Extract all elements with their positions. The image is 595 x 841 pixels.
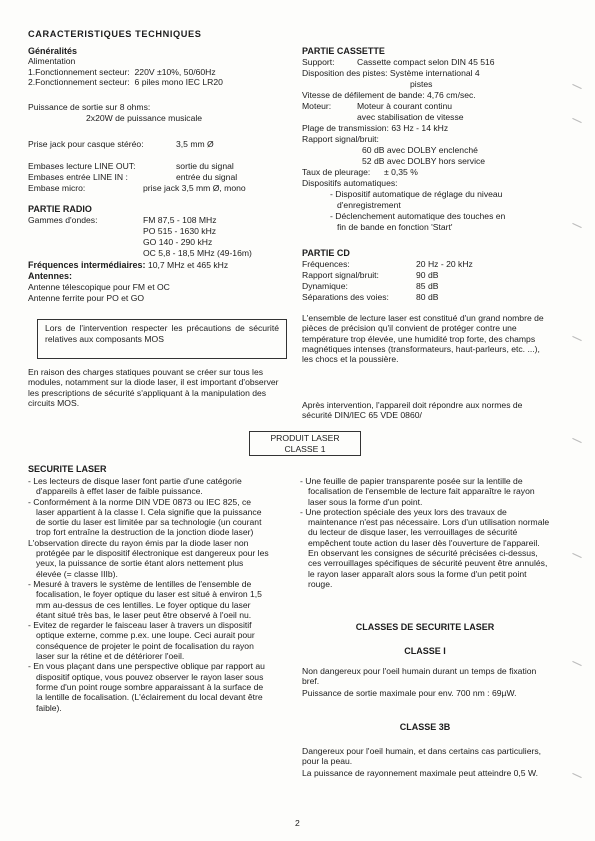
auto-1b: d'enregistrement (337, 200, 401, 210)
classe1-text-2: Puissance de sortie maximale pour env. 700 nm : 69µW. (302, 688, 517, 698)
left-column-top (28, 46, 290, 87)
radio-heading: PARTIE RADIO (28, 204, 92, 214)
securite-item-1: - Les lecteurs de disque laser font partie d'une catégorie d'appareils à effet laser de faible puissance. (28, 476, 242, 497)
securite-right-list (300, 476, 550, 589)
scan-mark (572, 336, 581, 341)
alim1-value: 220V ±10%, 50/60Hz (134, 66, 216, 77)
taux-value: ± 0,35 % (384, 167, 418, 177)
scan-mark (572, 773, 581, 778)
taux-label: Taux de pleurage: (302, 167, 371, 177)
prise-value: 3,5 mm Ø (176, 139, 214, 149)
securite-item-4: - Mesuré à travers le système de lentilles de l'ensemble de focalisation, le foyer optique du laser est situé à environ 1,5 mm au-dessus de ces lentilles. Le foyer optique du laser étant situé très bas, le laser peut être observé à l'oeil nu. (28, 578, 262, 620)
antenne-1: Antenne télescopique pour FM et OC (28, 282, 170, 292)
classe1-text-1: Non dangereux pour l'oeil humain durant un temps de fixation bref. (302, 666, 537, 687)
scan-mark (572, 661, 581, 666)
precaution-text: Lors de l'intervention respecter les précautions de sécurité relatives aux composants MOS (45, 323, 279, 344)
cd-value-0: 20 Hz - 20 kHz (416, 259, 473, 269)
scan-mark (572, 223, 581, 228)
cd-label-3: Séparations des voies: (302, 292, 389, 302)
alim2-label: 2.Fonctionnement secteur: (28, 76, 130, 87)
moteur-label: Moteur: (302, 101, 332, 111)
puissance-value: 2x20W de puissance musicale (86, 113, 203, 123)
generalites-heading: Généralités (28, 46, 78, 56)
precaution-box (37, 319, 287, 359)
gamme-oc: OC 5,8 - 18,5 MHz (49-16m) (143, 248, 252, 258)
moteur-value: Moteur à courant continu (357, 101, 453, 111)
dispo-row (302, 68, 480, 78)
gammes-label: Gammes d'ondes: (28, 215, 98, 225)
alimentation-label: Alimentation (28, 56, 76, 67)
cd-label-1: Rapport signal/bruit: (302, 270, 379, 280)
rapport-label: Rapport signal/bruit: (302, 134, 379, 144)
page-number: 2 (295, 818, 300, 828)
securite-item-2: - Conformément à la norme DIN VDE 0873 ou IEC 825, ce laser appartient à la classe I. Cela signifie que la puissance de sortie du laser est limitée par sa technologie (un courant trop fort entraîne la destruction de la jonction diode laser) (28, 496, 262, 538)
classe3-text-2: La puissance de rayonnement maximale peut atteindre 0,5 W. (302, 768, 538, 778)
alim2-row (28, 77, 290, 87)
cd-label-0: Fréquences: (302, 259, 350, 269)
gamme-po: PO 515 - 1630 kHz (143, 226, 217, 236)
securite-left-list (28, 476, 270, 713)
auto-2b: fin de bande en fonction 'Start' (337, 222, 453, 232)
alim1-label: 1.Fonctionnement secteur: (28, 66, 130, 77)
securite-heading: SECURITE LASER (28, 464, 107, 474)
scan-mark (572, 438, 581, 443)
dispo-label: Disposition des pistes: (302, 68, 388, 78)
auto-label: Dispositifs automatiques: (302, 178, 398, 188)
scan-mark (572, 84, 581, 89)
support-value: Cassette compact selon DIN 45 516 (357, 57, 495, 67)
moteur-value-2: avec stabilisation de vitesse (357, 112, 464, 122)
cd-apres: Après intervention, l'appareil doit répondre aux normes de sécurité DIN/IEC 65 VDE 0860/ (302, 400, 523, 421)
puissance-label: Puissance de sortie sur 8 ohms: (28, 102, 151, 112)
produit-laser-line2: CLASSE 1 (284, 443, 326, 454)
alim1-row (28, 67, 290, 77)
produit-laser-box (249, 431, 361, 456)
embase2-value: entrée du signal (176, 172, 238, 182)
dispo-value-2: pistes (410, 79, 433, 89)
securite-right-item-2: - Une protection spéciale des yeux lors des travaux de maintenance n'est pas nécessaire. Lors d'un utilisation normale du lecteur de disque laser, les verrouillages de sécurité empêchent toute action du laser dès l'ouverture de l'appareil. En observant les consignes de sécurité précisées ci-dessus, ces verrouillages spécifiques de sécurité peuvent être annulés, le rayon laser apparaît alors sous la forme d'un petit point rouge. (300, 506, 550, 589)
scan-mark (572, 118, 581, 123)
freq-value: 10,7 MHz et 465 kHz (147, 260, 229, 270)
securite-item-3: L'observation directe du rayon émis par la diode laser non protégée par le dispositif électronique est dangereux pour les yeux, la puissance de sortie étant alors nettement plus élevée (= classe IIIb). (28, 537, 269, 579)
cassette-heading: PARTIE CASSETTE (302, 46, 385, 56)
embase2-label: Embases entrée LINE IN : (28, 172, 128, 182)
alim2-value: 6 piles mono IEC LR20 (134, 76, 223, 87)
classes-heading: CLASSES DE SECURITE LASER (355, 622, 495, 632)
cd-heading: PARTIE CD (302, 248, 350, 258)
antennes-label: Antennes: (28, 271, 73, 281)
freq-row (28, 260, 228, 270)
plage: Plage de transmission: 63 Hz - 14 kHz (302, 123, 449, 133)
cd-label-2: Dynamique: (302, 281, 348, 291)
classe1-heading: CLASSE I (404, 646, 446, 656)
freq-label: Fréquences intermédiaires: (28, 260, 146, 270)
securite-right-item-1: - Une feuille de papier transparente posée sur la lentille de focalisation de l'ensemble de lecture fait apparaître le rayon laser sous la forme d'un point. (300, 476, 535, 507)
classe3-text-1: Dangereux pour l'oeil humain, et dans certains cas particuliers, pour la peau. (302, 746, 542, 767)
auto-1a: - Dispositif automatique de réglage du niveau (330, 189, 503, 199)
page-title: CARACTERISTIQUES TECHNIQUES (28, 29, 202, 39)
cd-value-2: 85 dB (416, 281, 439, 291)
rapport-dolby-on: 60 dB avec DOLBY enclenché (362, 145, 478, 155)
cd-text: L'ensemble de lecture laser est constitué d'un grand nombre de pièces de précision qu'il convient de protéger contre une température trop élevée, une humidité trop forte, des champs magnétiques intenses (transformateurs, haut-parleurs, etc. ...), les chocs et la poussière. (302, 313, 544, 365)
statique-text: En raison des charges statiques pouvant se créer sur tous les modules, notamment sur la diode laser, il est important d'observer les prescriptions de sécurité s'appliquant à la manipulation des circuits MOS. (28, 367, 279, 408)
antenne-2: Antenne ferrite pour PO et GO (28, 293, 145, 303)
gamme-fm: FM 87,5 - 108 MHz (143, 215, 217, 225)
rapport-dolby-off: 52 dB avec DOLBY hors service (362, 156, 486, 166)
dispo-value: Système international 4 (389, 68, 480, 78)
embase1-value: sortie du signal (176, 161, 234, 171)
securite-item-5: - Evitez de regarder le faisceau laser à travers un dispositif optique externe, comme p.ex. une loupe. Ceci aurait pour conséquence de projeter le point de focalisation du rayon laser sur la rétine et de détériorer l'oeil. (28, 620, 255, 662)
embase3-value: prise jack 3,5 mm Ø, mono (143, 183, 246, 193)
vitesse: Vitesse de défilement de bande: 4,76 cm/sec. (302, 90, 476, 100)
gamme-go: GO 140 - 290 kHz (143, 237, 213, 247)
produit-laser-line1: PRODUIT LASER (270, 433, 340, 443)
embase1-label: Embases lecture LINE OUT: (28, 161, 136, 171)
securite-item-6: - En vous plaçant dans une perspective oblique par rapport au dispositif optique, vous pouvez observer le rayon laser sous forme d'un point rouge sombre apparaissant à la surface de la lentille de focalisation. (L'éclairement du local devant être faible). (28, 661, 265, 713)
scan-mark (572, 553, 581, 558)
auto-2a: - Déclenchement automatique des touches en (330, 211, 506, 221)
cd-value-3: 80 dB (416, 292, 439, 302)
prise-label: Prise jack pour casque stéréo: (28, 139, 144, 149)
embase3-label: Embase micro: (28, 183, 86, 193)
classe3-heading: CLASSE 3B (399, 722, 451, 732)
support-label: Support: (302, 57, 335, 67)
cd-value-1: 90 dB (416, 270, 439, 280)
